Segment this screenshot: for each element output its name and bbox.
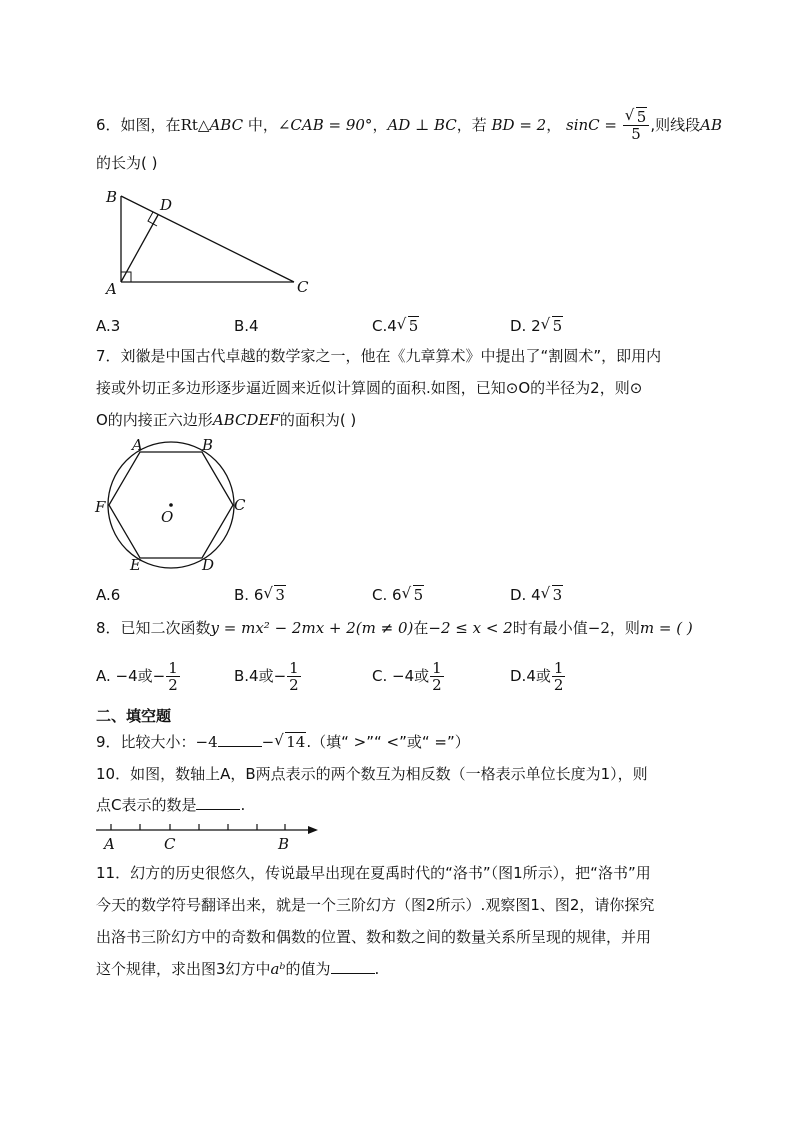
question-9: 9．比较大小：−4 −√ 14.（填“ >”“ <”或“ =”） — [96, 732, 470, 752]
label-O: O — [161, 508, 174, 526]
q6-option-c[interactable]: C.4√ 5 — [372, 316, 419, 336]
q7-option-d[interactable]: D. 4√ 3 — [510, 585, 563, 605]
question-11-line4: 这个规律，求出图3幻方中aᵇ的值为 . — [96, 960, 380, 978]
question-7-line1: 7．刘徽是中国古代卓越的数学家之一，他在《九章算术》中提出了“割圆术”，即用内 — [96, 347, 662, 365]
q8-option-a[interactable]: A. −4或− $\frac{1}{2}$ — [96, 659, 178, 694]
question-10-line1: 10．如图，数轴上A，B两点表示的两个数互为相反数（一格表示单位长度为1），则 — [96, 765, 648, 783]
q7-option-a[interactable]: A.6 — [96, 586, 121, 604]
question-11-line1: 11．幻方的历史很悠久，传说最早出现在夏禹时代的“洛书”（图1所示），把“洛书”用 — [96, 864, 651, 882]
label-B: B — [106, 188, 118, 206]
q6-option-a[interactable]: A.3 — [96, 317, 121, 335]
label-B: B — [202, 436, 214, 454]
label-E: E — [130, 556, 141, 574]
question-7-line3: O的内接正六边形ABCDEF的面积为( ) — [96, 411, 357, 429]
q6-option-b[interactable]: B.4 — [234, 317, 259, 335]
answer-blank-11[interactable] — [331, 959, 375, 974]
figure-q7-hexagon — [92, 436, 252, 578]
question-7-line2: 接或外切正多边形逐步逼近圆来近似计算圆的面积.如图，已知⊙O的半径为2，则⊙ — [96, 379, 643, 397]
question-6-line2: 的长为( ) — [96, 154, 158, 172]
q6-option-d[interactable]: D. 2√ 5 — [510, 316, 563, 336]
question-8-stem: 8．已知二次函数y = mx² − 2mx + 2(m ≠ 0)在−2 ≤ x < 2时有最小值−2，则m = ( ) — [96, 619, 693, 637]
label-F: F — [95, 498, 106, 516]
answer-blank-9[interactable] — [218, 732, 262, 747]
question-6-stem: 6．如图，在Rt△ABC 中，∠CAB = 90°，AD ⊥ BC，若 BD = 2， sinC = √ $\frac{5}{5}$ ,则线段AB — [96, 109, 722, 142]
question-11-line3: 出洛书三阶幻方中的奇数和偶数的位置、数和数之间的数量关系所呈现的规律，并用 — [96, 928, 652, 946]
q8-option-d[interactable]: D.4或 $\frac{1}{2}$ — [510, 659, 564, 694]
q8-option-b[interactable]: B.4或− $\frac{1}{2}$ — [234, 659, 299, 694]
question-10-line2: 点C表示的数是 . — [96, 796, 246, 814]
answer-blank-10[interactable] — [196, 795, 240, 810]
sin-fraction: √ $\frac{5}{5}$ — [623, 109, 650, 142]
label-D: D — [202, 556, 215, 574]
label-C: C — [297, 278, 309, 296]
question-11-line2: 今天的数学符号翻译出来，就是一个三阶幻方（图2所示）.观察图1、图2，请你探究 — [96, 896, 655, 914]
q7-option-c[interactable]: C. 6√ 5 — [372, 585, 424, 605]
label-A: A — [106, 280, 117, 296]
label-C: C — [234, 496, 246, 514]
section-heading: 二、填空题 — [96, 707, 172, 725]
figure-q6-triangle — [100, 186, 320, 296]
label-C: C — [164, 835, 176, 853]
label-B: B — [278, 835, 290, 853]
q7-option-b[interactable]: B. 6√ 3 — [234, 585, 286, 605]
q8-option-c[interactable]: C. −4或 $\frac{1}{2}$ — [372, 659, 442, 694]
label-D: D — [160, 196, 173, 214]
figure-q10-number-line — [94, 818, 324, 854]
label-A: A — [132, 436, 143, 454]
label-A: A — [104, 835, 115, 853]
